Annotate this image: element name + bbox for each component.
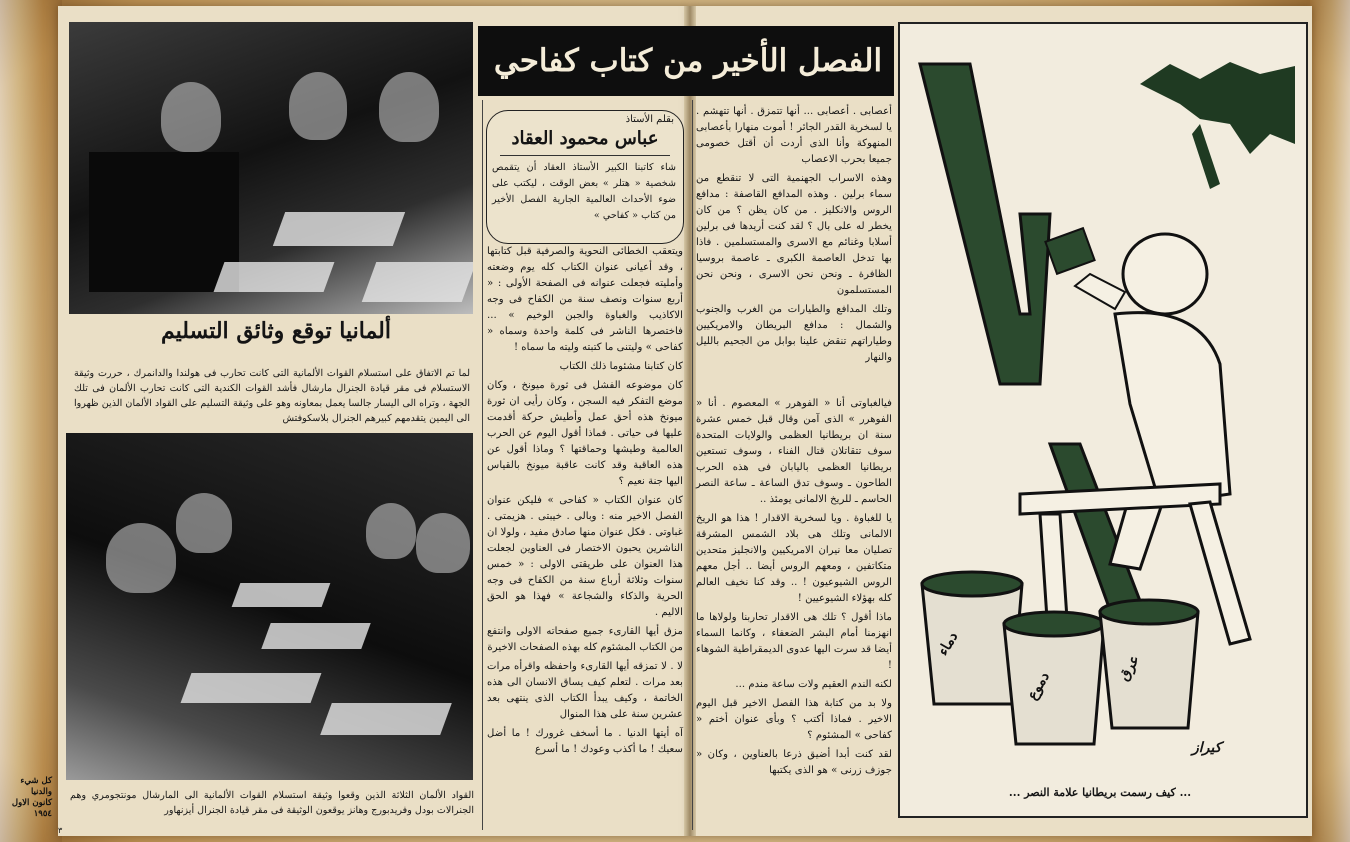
paint-brush <box>1045 228 1094 274</box>
paragraph: مزق أيها القارىء جميع صفحاته الاولى وانتفع من الكتاب المشئوم كله بهذه الصفحات الاخيرة <box>487 626 683 653</box>
photo-document <box>362 262 473 302</box>
column-rule <box>482 100 483 830</box>
paragraph: أعصابى . أعصابى ... أنها تتمزق . أنها تتهشم . يا لسخرية القدر الجائر ! أموت منهارا بأعصابى المنهوكة وأنا الذى أردت أن أقتل خصومى جميعا بحرب الاعصاب <box>696 106 892 165</box>
bucket-label-tears: دموع <box>1024 669 1053 703</box>
cartoon-panel <box>898 22 1308 818</box>
paragraph: فيالغباوتى أنا « الفوهرر » المعصوم . أنا « الفوهرر » الذى آمن وقال قبل خمس عشرة سنة ان بريطانيا العظمى والولايات المتحدة سوف تتقاتلان قتال الفناء ، وسوف تستعين بريطانيا العظمى باليابان فى هذه الحرب الطاحون ـ وسوف تدق الساعة ـ ساعة النصر الحاسم ـ للريخ الالمانى يومئذ .. <box>696 398 892 505</box>
ladder-step <box>1020 484 1220 514</box>
bucket-sweat <box>1100 612 1198 728</box>
photo-figure <box>379 72 439 142</box>
photo-document <box>320 703 452 735</box>
bucket-rim <box>1004 612 1104 636</box>
v-letter <box>920 64 1050 384</box>
paragraph: لكنه الندم العقيم ولات ساعة مندم ... <box>735 679 892 690</box>
paragraph: يا للغباوة . ويا لسخرية الاقدار ! هذا هو الريخ الالمانى وتلك هى بلاد الشمس المشرقة تصليان معا نيران الامريكيين والانجليز متحدين متكاتفين ، ومعهم الروس أيضا .. أجل معهم الروس الشيوعيون ! .. وقد كنا نخيف العالم كله بهؤلاء الشيوعيين ! <box>696 513 892 604</box>
article-column-b-continued <box>696 396 892 779</box>
paragraph: ولا بد من كتابة هذا الفصل الاخير قبل اليوم الاخير . فماذا أكتب ؟ وبأى عنوان أختم « كفاحى » المشئوم ؟ <box>696 698 892 741</box>
photo-document <box>181 673 322 703</box>
ladder-leg <box>1190 502 1250 644</box>
photo1-title: ألمانيا توقع وثائق التسليم <box>161 318 391 344</box>
man-head <box>1123 234 1207 314</box>
paragraph: لا . لا تمزقه أيها القارىء واحفظه واقرأه مرات بعد مرات . لتعلم كيف يساق الانسان الى هذه الخاتمة ، وكيف يبدأ الكتاب الذى ينتهى بعد عشرين سنة على هذا المنوال <box>487 661 683 720</box>
man-coat <box>1115 313 1230 504</box>
photo-figure <box>106 523 176 593</box>
photo-figure <box>176 493 232 553</box>
paragraph: وتلك المدافع والطيارات من الغرب والجنوب والشمال : مدافع البريطان والامريكيين وطياراتهم تنقض علينا بوابل من الجحيم بالليل والنهار <box>696 304 892 363</box>
column-rule <box>692 100 693 830</box>
paragraph: آه أيتها الدنيا . ما أسخف غرورك ! ما أضل سعيك ! ما أكذب وعودك ! ما أسرع <box>487 728 683 755</box>
photo-figure <box>416 513 470 573</box>
photo-shadow <box>89 152 239 292</box>
bucket-rim <box>922 572 1022 596</box>
photo-document <box>273 212 405 246</box>
tree-branch <box>1192 124 1220 189</box>
cartoonist-signature: كيراز <box>1192 740 1222 756</box>
paragraph: كان عنوان الكتاب « كفاحى » فليكن عنوان الفصل الاخير منه : وبالى . خيبتى . هزيمتى . غباوتى . فكل عنوان منها صادق مفيد ، ولولا ان الناشرين يحبون الاختصار فى العناوين لجعلت هذا العنوان على طريقتى الاولى : « خمس سنوات وثلاثة أرباع سنة من الكفاح فى وجه الحرية والذكاء والشجاعة » فهذا هو الحق الاليم . <box>487 495 683 618</box>
paragraph: ويتعقب الخطائى النحوية والصرفية قبل كتابتها ، وقد أعيانى عنوان الكتاب كله يوم وضعته وأمليته فجعلت عنوانه فى الصفحة الأولى : « أربع سنوات ونصف سنة من الكفاح فى وجه الاكاذيب والغباوة والجبن الوخيم » ... فاختصرها الناشر فى كلمة واحدة وسماه « كفاحى » وليتنى ما كتبته وليته ما سماه ! <box>487 246 683 353</box>
photo1-caption: لما تم الاتفاق على استسلام القوات الألمانية التى كانت تحارب فى هولندا والدانمرك ، حررت وثيقة الاستسلام فى مقر قيادة الجنرال مارشال فأشد القوات الكندية التى كانت تحارب الألمان فى تلك الجهة ، وتراه الى اليسار جالسا يعمل بمعاونه وهو على وثيقة التسليم على القواد الألمان الذين ظهروا الى اليمين يتقدمهم كبيرهم الجنرال بلاسكوفتش <box>74 368 470 424</box>
photo-figure <box>161 82 221 152</box>
man-arm <box>1075 274 1125 309</box>
magazine-year: ١٩٥٤ <box>33 809 52 819</box>
photo-german-generals <box>66 433 473 780</box>
bucket-label-blood: دماء <box>935 629 962 659</box>
author-divider <box>500 155 670 156</box>
article-column-b <box>696 104 892 366</box>
paragraph: لقد كنت أبدا أضيق ذرعا بالعناوين ، وكان « جوزف زرنى » هو الذى يكتبها <box>696 749 892 776</box>
author-byline-label: بقلم الأستاذ <box>625 114 674 125</box>
photo-figure <box>289 72 347 140</box>
photo-figure <box>366 503 416 559</box>
torn-right-edge <box>1310 0 1350 842</box>
cartoon-caption: ... كيف رسمت بريطانيا علامة النصر ... <box>1008 786 1192 799</box>
photo-document <box>232 583 331 607</box>
photo-document <box>261 623 370 649</box>
tree-foliage <box>1140 62 1295 154</box>
magazine-date: كانون الاول <box>11 798 52 808</box>
article-intro: شاء كاتبنا الكبير الأستاذ العقاد أن يتقمص شخصية « هتلر » بعض الوقت ، ليكتب على ضوء الأحداث العالمية الجارية الفصل الأخير من كتاب « كفاحي » <box>492 162 676 221</box>
magazine-stamp <box>0 776 52 820</box>
author-name: عباس محمود العقاد <box>511 128 659 149</box>
photo-document <box>214 262 335 292</box>
article-column-a <box>487 244 683 758</box>
page-number: ٣ <box>58 826 63 835</box>
cartoon-drawing <box>900 24 1306 816</box>
paragraph: وهذه الاسراب الجهنمية التى لا تنقطع من سماء برلين . وهذه المدافع القاصفة : مدافع الروس والانكليز . من كان يظن ؟ من كان يخطر له على بال ؟ لقد كنت أريدها فى برلين أسلابا وغنائم مع الاسرى والمستسلمين . فاذا بها تدخل العاصمة الكبرى ـ عاصمة بروسيا الظافرة ـ ونحن نحن الاسرى ، ونحن نحن المستسلمون <box>696 173 892 296</box>
page-gutter <box>684 6 696 836</box>
paragraph: ماذا أقول ؟ تلك هى الاقدار تحاربنا ولولاها ما انهزمنا أمام البشر الضعفاء ، وكانما السماء أيضا قد سرت اليها عدوى الديمقراطية الشوهاء ! <box>696 612 892 671</box>
photo-signing-surrender <box>69 22 473 314</box>
article-headline: الفصل الأخير من كتاب كفاحي <box>493 43 883 79</box>
bucket-rim <box>1100 600 1198 624</box>
paragraph: كان موضوعه الفشل فى ثورة ميونخ ، وكان موضع التفكر فيه السجن ، وكان رأيى ان ثورة ميونخ هذه أحق عمل وأطيش حركة أقدمت عليها فى حياتى . فماذا أقول اليوم عن الحرب العالمية وطيشها وحماقتها ؟ وماذا أقول عن هذه العاقبة وقد كانت عاقبة ميونخ بالقياس اليها جنة نعيم ؟ <box>487 380 683 487</box>
paragraph: كان كتابنا مشئوما ذلك الكتاب <box>559 361 683 372</box>
photo2-caption: القواد الألمان الثلاثة الذين وقعوا وثيقة استسلام القوات الألمانية الى المارشال مونتجومري وهم الجنرالات بودل وفريدبورج وهانز يوقعون الوثيقة فى مقر قيادة الجنرال أيزنهاور <box>70 790 474 816</box>
magazine-name: كل شيء والدنيا <box>20 776 52 797</box>
bucket-label-sweat: عرق <box>1115 652 1144 684</box>
torn-left-edge <box>0 0 62 842</box>
bucket-tears <box>1004 624 1104 744</box>
